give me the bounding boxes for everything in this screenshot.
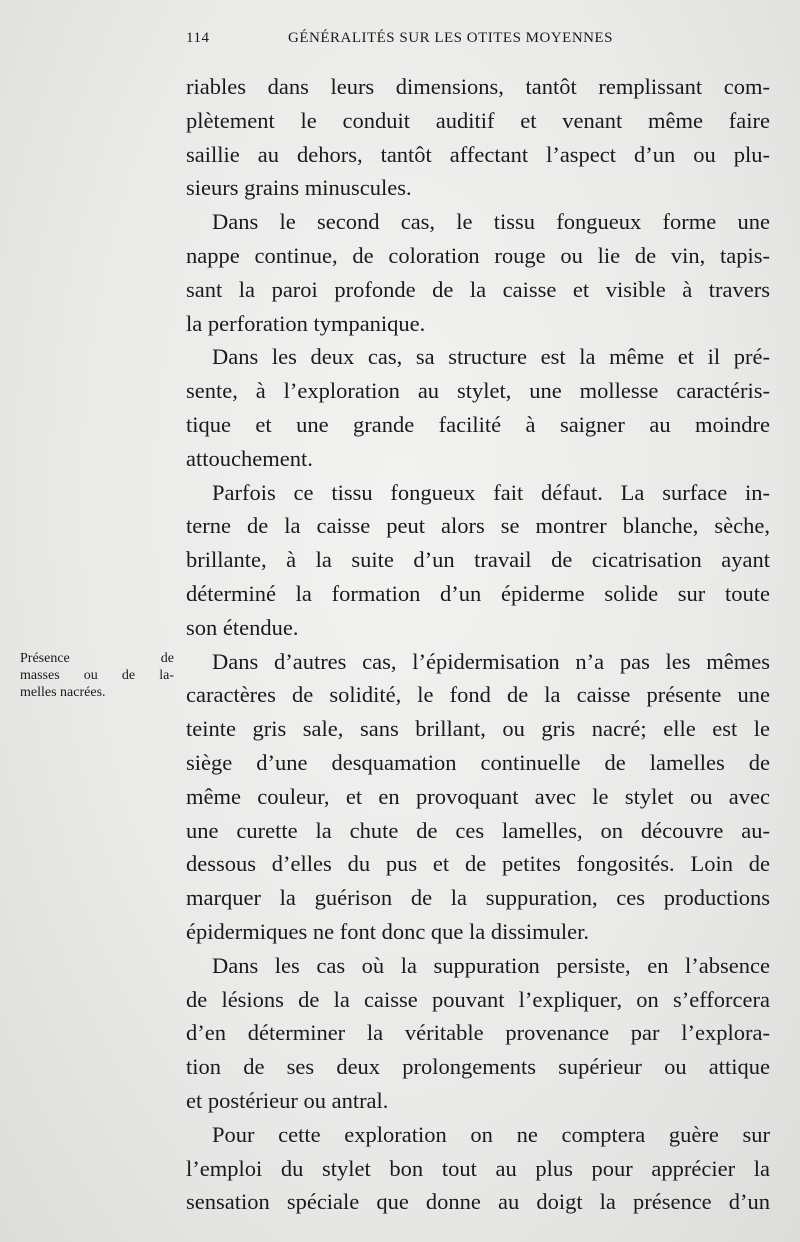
- text-line: dessous d’elles du pus et de petites fongosités. Loin de: [186, 851, 770, 877]
- text-line: riables dans leurs dimensions, tantôt remplissant com-: [186, 74, 770, 99]
- text-line: nappe continue, de coloration rouge ou lie de vin, tapis-: [186, 242, 770, 268]
- text-line: sensation spéciale que donne au doigt la présence d’un: [186, 1189, 770, 1215]
- paragraph: [186, 645, 770, 949]
- page-header: [186, 30, 770, 60]
- body-text: [186, 70, 770, 1219]
- text-line: Dans d’autres cas, l’épidermisation n’a pas les mêmes: [212, 648, 770, 674]
- paragraph: [186, 949, 770, 1118]
- text-line: siège d’une desquamation continuelle de lamelles de: [186, 749, 770, 775]
- text-line: l’emploi du stylet bon tout au plus pour apprécier la: [186, 1155, 770, 1181]
- text-line: Parfois ce tissu fongueux fait défaut. La surface in-: [212, 479, 770, 505]
- text-line: sant la paroi profonde de la caisse et visible à travers: [186, 276, 770, 302]
- text-line: de lésions de la caisse pouvant l’expliquer, on s’efforcera: [186, 986, 770, 1012]
- paragraph: [186, 70, 770, 205]
- text-line: saillie au dehors, tantôt affectant l’aspect d’un ou plu-: [186, 141, 770, 167]
- running-title: GÉNÉRALITÉS SUR LES OTITES MOYENNES: [288, 30, 613, 46]
- page-number: 114: [186, 30, 210, 46]
- text-line: la perforation tympanique.: [186, 310, 426, 336]
- margin-note-line: Présence de: [20, 651, 174, 666]
- paragraph: [186, 476, 770, 645]
- text-line: sieurs grains minuscules.: [186, 175, 412, 201]
- text-line: Dans le second cas, le tissu fongueux forme une: [212, 209, 770, 235]
- margin-note-line: melles nacrées.: [20, 685, 106, 700]
- text-line: brillante, à la suite d’un travail de cicatrisation ayant: [186, 547, 770, 573]
- text-line: attouchement.: [186, 445, 313, 471]
- text-line: Dans les cas où la suppuration persiste, en l’absence: [212, 952, 770, 978]
- paragraph: [186, 205, 770, 340]
- text-line: Pour cette exploration on ne comptera guère sur: [212, 1121, 770, 1147]
- text-line: teinte gris sale, sans brillant, ou gris nacré; elle est le: [186, 716, 770, 742]
- text-line: déterminé la formation d’un épiderme solide sur toute: [186, 580, 770, 606]
- text-line: tion de ses deux prolongements supérieur ou attique: [186, 1054, 770, 1080]
- text-line: et postérieur ou antral.: [186, 1087, 389, 1113]
- text-line: terne de la caisse peut alors se montrer blanche, sèche,: [186, 513, 770, 539]
- text-line: caractères de solidité, le fond de la caisse présente une: [186, 682, 770, 708]
- text-line: même couleur, et en provoquant avec le stylet ou avec: [186, 783, 770, 809]
- margin-note-line: masses ou de la-: [20, 668, 174, 683]
- text-line: tique et une grande facilité à saigner au moindre: [186, 411, 770, 437]
- margin-note: [20, 650, 174, 701]
- text-line: sente, à l’exploration au stylet, une mollesse caractéris-: [186, 378, 770, 404]
- text-line: d’en déterminer la véritable provenance par l’explora-: [186, 1020, 770, 1046]
- paragraph: [186, 1118, 770, 1219]
- text-line: épidermiques ne font donc que la dissimuler.: [186, 918, 590, 944]
- text-line: marquer la guérison de la suppuration, ces productions: [186, 885, 770, 911]
- text-line: son étendue.: [186, 614, 299, 640]
- text-line: Dans les deux cas, sa structure est la même et il pré-: [212, 344, 770, 370]
- text-line: plètement le conduit auditif et venant même faire: [186, 107, 770, 133]
- paragraph: [186, 340, 770, 475]
- text-line: une curette la chute de ces lamelles, on découvre au-: [186, 817, 770, 843]
